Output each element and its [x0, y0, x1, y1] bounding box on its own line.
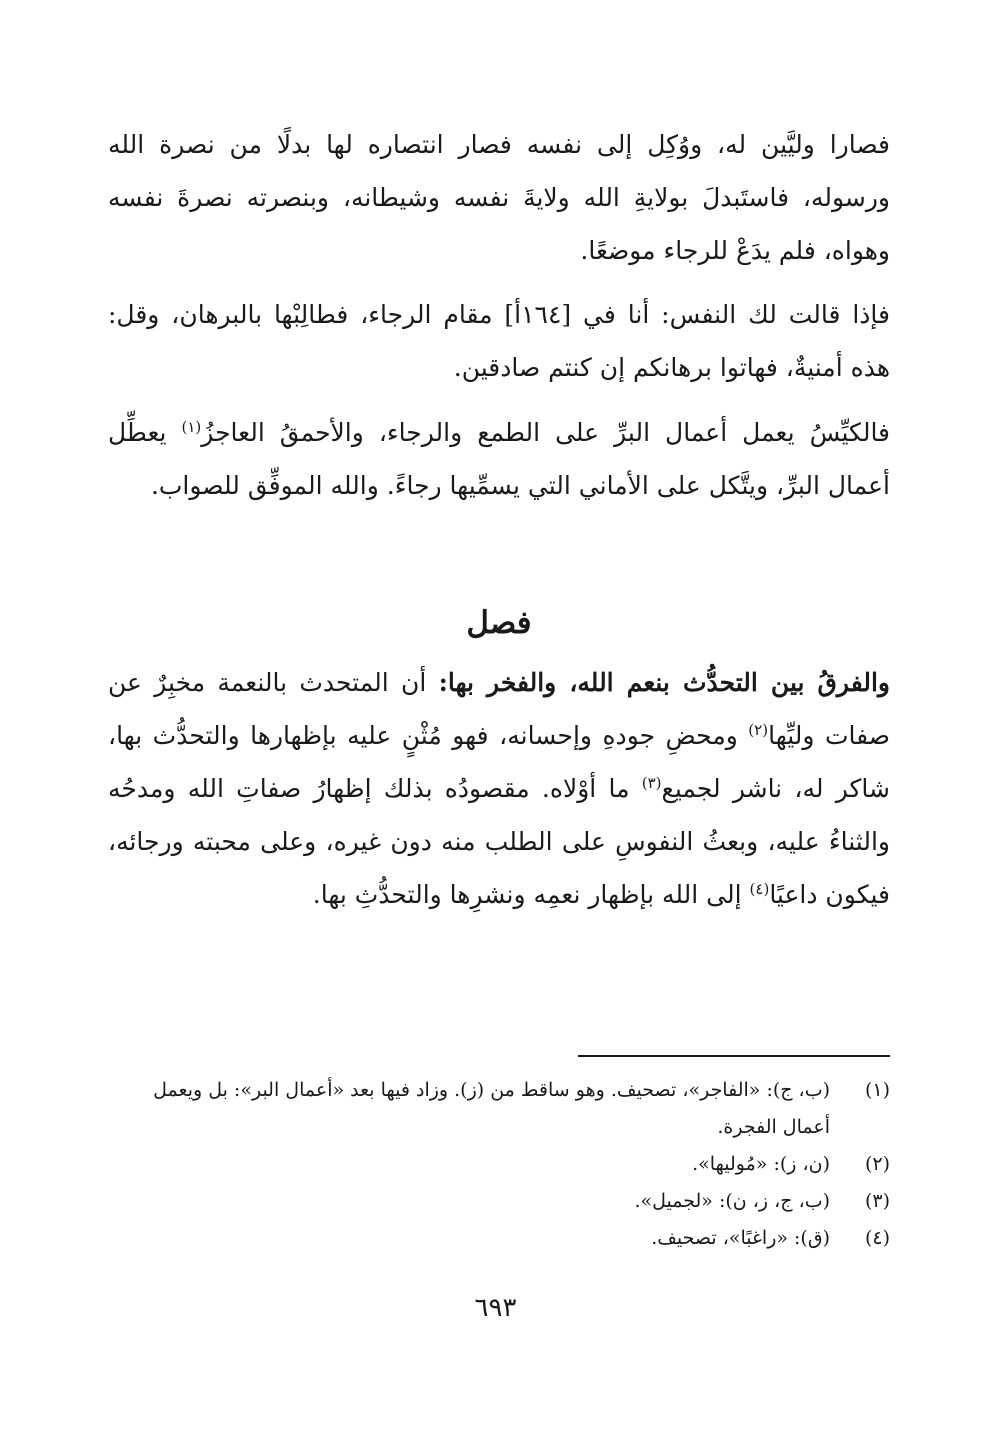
paragraph-4-text-c: ما أوْلاه. مقصودُه بذلك إظهارُ صفاتِ الله ومدحُه والثناءُ عليه، وبعثُ النفوسِ على الطلب منه دون غيره، وعلى محبته ورجائه، فيكون داعيًا [108, 774, 890, 909]
footnote-text: (ق): «راغبًا»، تصحيف. [651, 1227, 830, 1249]
paragraph-4-text-d: إلى الله بإظهار نعمِه ونشرِها والتحدُّثِ بها. [312, 880, 750, 909]
footnote-2 [108, 1146, 890, 1183]
footnote-1 [108, 1072, 890, 1146]
paragraph-1: فصارا وليَّين له، ووُكِل إلى نفسه فصار انتصاره لها بدلًا من نصرة الله ورسوله، فاستَبدلَ بولايةِ الله ولايةَ نفسه وشيطانه، وبنصرته نصرةَ نفسه وهواه، فلم يدَعْ للرجاء موضعًا. [108, 130, 890, 265]
footnote-ref-2[interactable]: (٢) [748, 721, 769, 739]
footnote-number: (٣) [864, 1190, 890, 1212]
footnote-ref-4[interactable]: (٤) [749, 880, 770, 898]
paragraph-4-lead: والفرقُ بين التحدُّث بنعم الله، والفخر بها: [438, 668, 890, 697]
footnote-number: (٢) [864, 1153, 890, 1175]
footnote-3 [108, 1183, 890, 1220]
paragraph-4-text-b: ومحضِ جودهِ وإحسانه، فهو مُثْنٍ عليه بإظهارها والتحدُّث بها، شاكر له، ناشر لجميع [108, 721, 890, 803]
paragraph-4-text-a: أن المتحدث بالنعمة مخبِرٌ عن صفات وليِّها [108, 668, 890, 750]
footnote-number: (١) [864, 1079, 890, 1101]
footnote-number: (٤) [864, 1227, 890, 1249]
footnote-text: (ن، ز): «مُوليها». [692, 1153, 830, 1175]
footnote-text: (ب، ج، ز، ن): «لجميل». [634, 1190, 830, 1212]
footnote-ref-3[interactable]: (٣) [641, 774, 662, 792]
footnote-text: (ب، ج): «الفاجر»، تصحيف. وهو ساقط من (ز). وزاد فيها بعد «أعمال البر»: بل ويعمل أعمال الفجرة. [153, 1079, 830, 1138]
footnote-divider [578, 1055, 890, 1057]
paragraph-4 [108, 656, 890, 921]
paragraph-2: فإذا قالت لك النفس: أنا في [١٦٤أ] مقام الرجاء، فطالِبْها بالبرهان، وقل: هذه أمنيةٌ، فهاتوا برهانكم إن كنتم صادقين. [108, 300, 890, 382]
paragraph-3-text-a: فالكيِّسُ يعمل أعمال البرِّ على الطمع والرجاء، والأحمقُ العاجزُ [201, 418, 891, 447]
section-heading: فصل [466, 605, 532, 641]
footnote-4 [108, 1220, 890, 1257]
page-number: ٦٩٣ [474, 1293, 517, 1323]
paragraph-3 [108, 406, 890, 512]
paragraph-3-text-b: يعطِّل أعمال البرِّ، ويتَّكل على الأماني التي يسمِّيها رجاءً. والله الموفِّق للصواب. [108, 418, 890, 500]
footnote-ref-1[interactable]: (١) [181, 418, 202, 436]
footnotes-list [108, 1072, 890, 1257]
